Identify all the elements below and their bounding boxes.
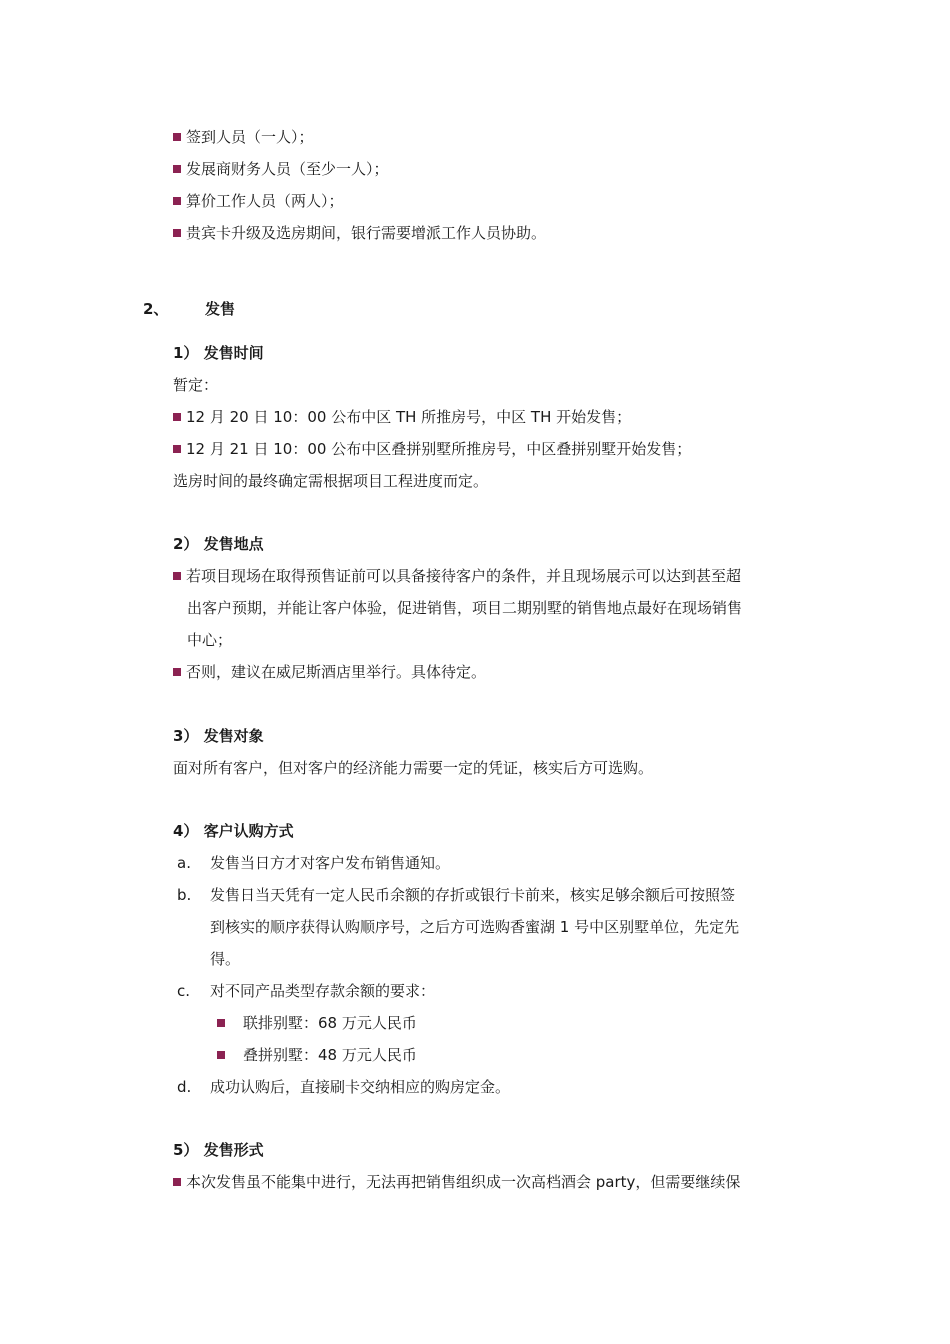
list-item xyxy=(173,191,344,211)
square-bullet-icon xyxy=(173,668,181,676)
list-item-text: 发展商财务人员（至少一人）； xyxy=(186,160,389,178)
square-bullet-icon xyxy=(173,133,181,141)
sub-list-item xyxy=(217,1045,417,1065)
list-item-continuation: 得。 xyxy=(210,950,241,968)
list-item-text: 发售当日方才对客户发布销售通知。 xyxy=(210,854,451,872)
list-item xyxy=(173,159,389,179)
subsection-heading: 1） 发售时间 xyxy=(173,344,264,362)
list-item-text: 对不同产品类型存款余额的要求： xyxy=(210,982,436,1000)
square-bullet-icon xyxy=(173,445,181,453)
list-item-text: 发售日当天凭有一定人民币余额的存折或银行卡前来，核实足够余额后可按照签 xyxy=(210,886,736,904)
subsection-heading: 3） 发售对象 xyxy=(173,727,264,745)
square-bullet-icon xyxy=(217,1019,225,1027)
section-number: 2、 xyxy=(143,300,169,318)
paragraph: 面对所有客户，但对客户的经济能力需要一定的凭证，核实后方可选购。 xyxy=(173,759,654,777)
list-item-text: 12 月 21 日 10：00 公布中区叠拼别墅所推房号，中区叠拼别墅开始发售； xyxy=(186,440,692,458)
list-item-text: 12 月 20 日 10：00 公布中区 TH 所推房号，中区 TH 开始发售； xyxy=(186,408,632,426)
list-letter: b. xyxy=(177,886,192,904)
square-bullet-icon xyxy=(173,197,181,205)
list-item xyxy=(173,662,486,682)
list-item-continuation: 中心； xyxy=(187,631,233,649)
list-item-text: 成功认购后，直接刷卡交纳相应的购房定金。 xyxy=(210,1078,511,1096)
list-item xyxy=(173,1172,740,1192)
list-item xyxy=(173,407,631,427)
list-item-text: 算价工作人员（两人）； xyxy=(186,192,344,210)
list-item xyxy=(173,439,691,459)
list-item-text: 否则，建议在威尼斯酒店里举行。具体待定。 xyxy=(186,663,487,681)
paragraph: 选房时间的最终确定需根据项目工程进度而定。 xyxy=(173,472,489,490)
list-item xyxy=(173,566,741,586)
list-item-text: 签到人员（一人）； xyxy=(186,128,314,146)
list-item-continuation: 到核实的顺序获得认购顺序号，之后方可选购香蜜湖 1 号中区别墅单位，先定先 xyxy=(210,918,740,936)
list-letter: d. xyxy=(177,1078,192,1096)
list-item-text: 贵宾卡升级及选房期间，银行需要增派工作人员协助。 xyxy=(186,224,547,242)
list-item-text: 本次发售虽不能集中进行，无法再把销售组织成一次高档酒会 party，但需要继续保 xyxy=(186,1173,741,1191)
section-title: 发售 xyxy=(205,300,236,318)
sub-list-item-text: 联排别墅：68 万元人民币 xyxy=(243,1014,417,1032)
tentative-label: 暂定： xyxy=(173,376,219,394)
sub-list-item-text: 叠拼别墅：48 万元人民币 xyxy=(243,1046,417,1064)
list-item-text: 若项目现场在取得预售证前可以具备接待客户的条件，并且现场展示可以达到甚至超 xyxy=(186,567,742,585)
square-bullet-icon xyxy=(173,165,181,173)
subsection-heading: 5） 发售形式 xyxy=(173,1141,264,1159)
list-item xyxy=(173,127,314,147)
square-bullet-icon xyxy=(173,229,181,237)
list-letter: c. xyxy=(177,982,191,1000)
list-item xyxy=(173,223,546,243)
square-bullet-icon xyxy=(217,1051,225,1059)
subsection-heading: 4） 客户认购方式 xyxy=(173,822,294,840)
square-bullet-icon xyxy=(173,572,181,580)
square-bullet-icon xyxy=(173,1178,181,1186)
list-letter: a. xyxy=(177,854,191,872)
square-bullet-icon xyxy=(173,413,181,421)
list-item-continuation: 出客户预期，并能让客户体验，促进销售，项目二期别墅的销售地点最好在现场销售 xyxy=(187,599,743,617)
subsection-heading: 2） 发售地点 xyxy=(173,535,264,553)
sub-list-item xyxy=(217,1013,417,1033)
